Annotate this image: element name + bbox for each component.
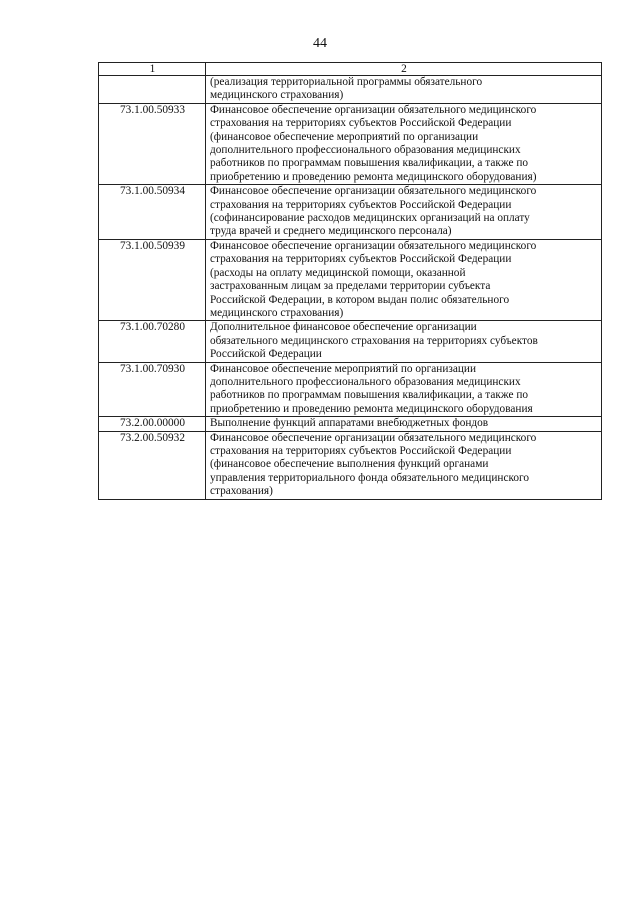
description-line: управления территориального фонда обязательного медицинского [210,471,530,484]
table-row [99,76,602,104]
row-code: 73.1.00.70280 [99,321,206,362]
description-line: Выполнение функций аппаратами внебюджетных фондов [210,417,489,430]
description-line: Российской Федерации, в котором выдан полис обязательного [210,293,510,306]
description-line: страхования на территориях субъектов Российской Федерации [210,444,512,457]
table-body [99,76,602,500]
row-code: 73.1.00.50933 [99,103,206,184]
row-description [206,431,602,499]
row-description [206,417,602,431]
row-code: 73.1.00.50934 [99,185,206,240]
description-line: застрахованным лицам за пределами территории субъекта [210,280,491,293]
table-row [99,417,602,431]
row-description [206,239,602,320]
description-line: работников по программам повышения квалификации, а также по [210,389,529,402]
description-line: (софинансирование расходов медицинских организаций на оплату [210,212,530,225]
row-description [206,103,602,184]
description-line: страхования) [210,485,273,498]
table-row [99,103,602,184]
table-row [99,362,602,417]
table-row [99,185,602,240]
description-line: приобретению и проведению ремонта медицинского оборудования) [210,170,537,183]
description-line: Дополнительное финансовое обеспечение организации [210,321,477,334]
description-line: страхования на территориях субъектов Российской Федерации [210,117,512,130]
description-line: Финансовое обеспечение организации обязательного медицинского [210,103,537,116]
table-row [99,431,602,499]
row-description [206,185,602,240]
row-code: 73.2.00.00000 [99,417,206,431]
description-line: работников по программам повышения квалификации, а также по [210,157,529,170]
description-line: (расходы на оплату медицинской помощи, оказанной [210,266,466,279]
table-row [99,321,602,362]
row-code: 73.1.00.50939 [99,239,206,320]
table-header-row [99,63,602,76]
row-description [206,321,602,362]
description-line: приобретению и проведению ремонта медицинского оборудования [210,402,533,415]
description-line: труда врачей и среднего медицинского персонала) [210,225,452,238]
description-line: (финансовое обеспечение выполнения функций органами [210,458,489,471]
description-line: страхования на территориях субъектов Российской Федерации [210,253,512,266]
description-line: обязательного медицинского страхования на территориях субъектов [210,334,538,347]
description-line: Финансовое обеспечение организации обязательного медицинского [210,185,537,198]
description-line: (финансовое обеспечение мероприятий по организации [210,130,479,143]
page-number: 44 [313,36,327,51]
budget-classification-table [98,62,602,500]
row-code [99,76,206,104]
column-header-2: 2 [206,63,602,76]
description-line: дополнительного профессионального образования медицинских [210,144,521,157]
description-line: дополнительного профессионального образования медицинских [210,375,521,388]
description-line: (реализация территориальной программы обязательного [210,76,483,88]
description-line: Финансовое обеспечение организации обязательного медицинского [210,239,537,252]
description-line: Финансовое обеспечение организации обязательного медицинского [210,431,537,444]
description-line: Финансовое обеспечение мероприятий по организации [210,362,476,375]
row-description [206,76,602,104]
column-header-1: 1 [99,63,206,76]
row-code: 73.2.00.50932 [99,431,206,499]
description-line: Российской Федерации [210,348,322,361]
row-code: 73.1.00.70930 [99,362,206,417]
row-description [206,362,602,417]
table-row [99,239,602,320]
description-line: медицинского страхования) [210,306,344,319]
description-line: медицинского страхования) [210,89,344,102]
description-line: страхования на территориях субъектов Российской Федерации [210,198,512,211]
